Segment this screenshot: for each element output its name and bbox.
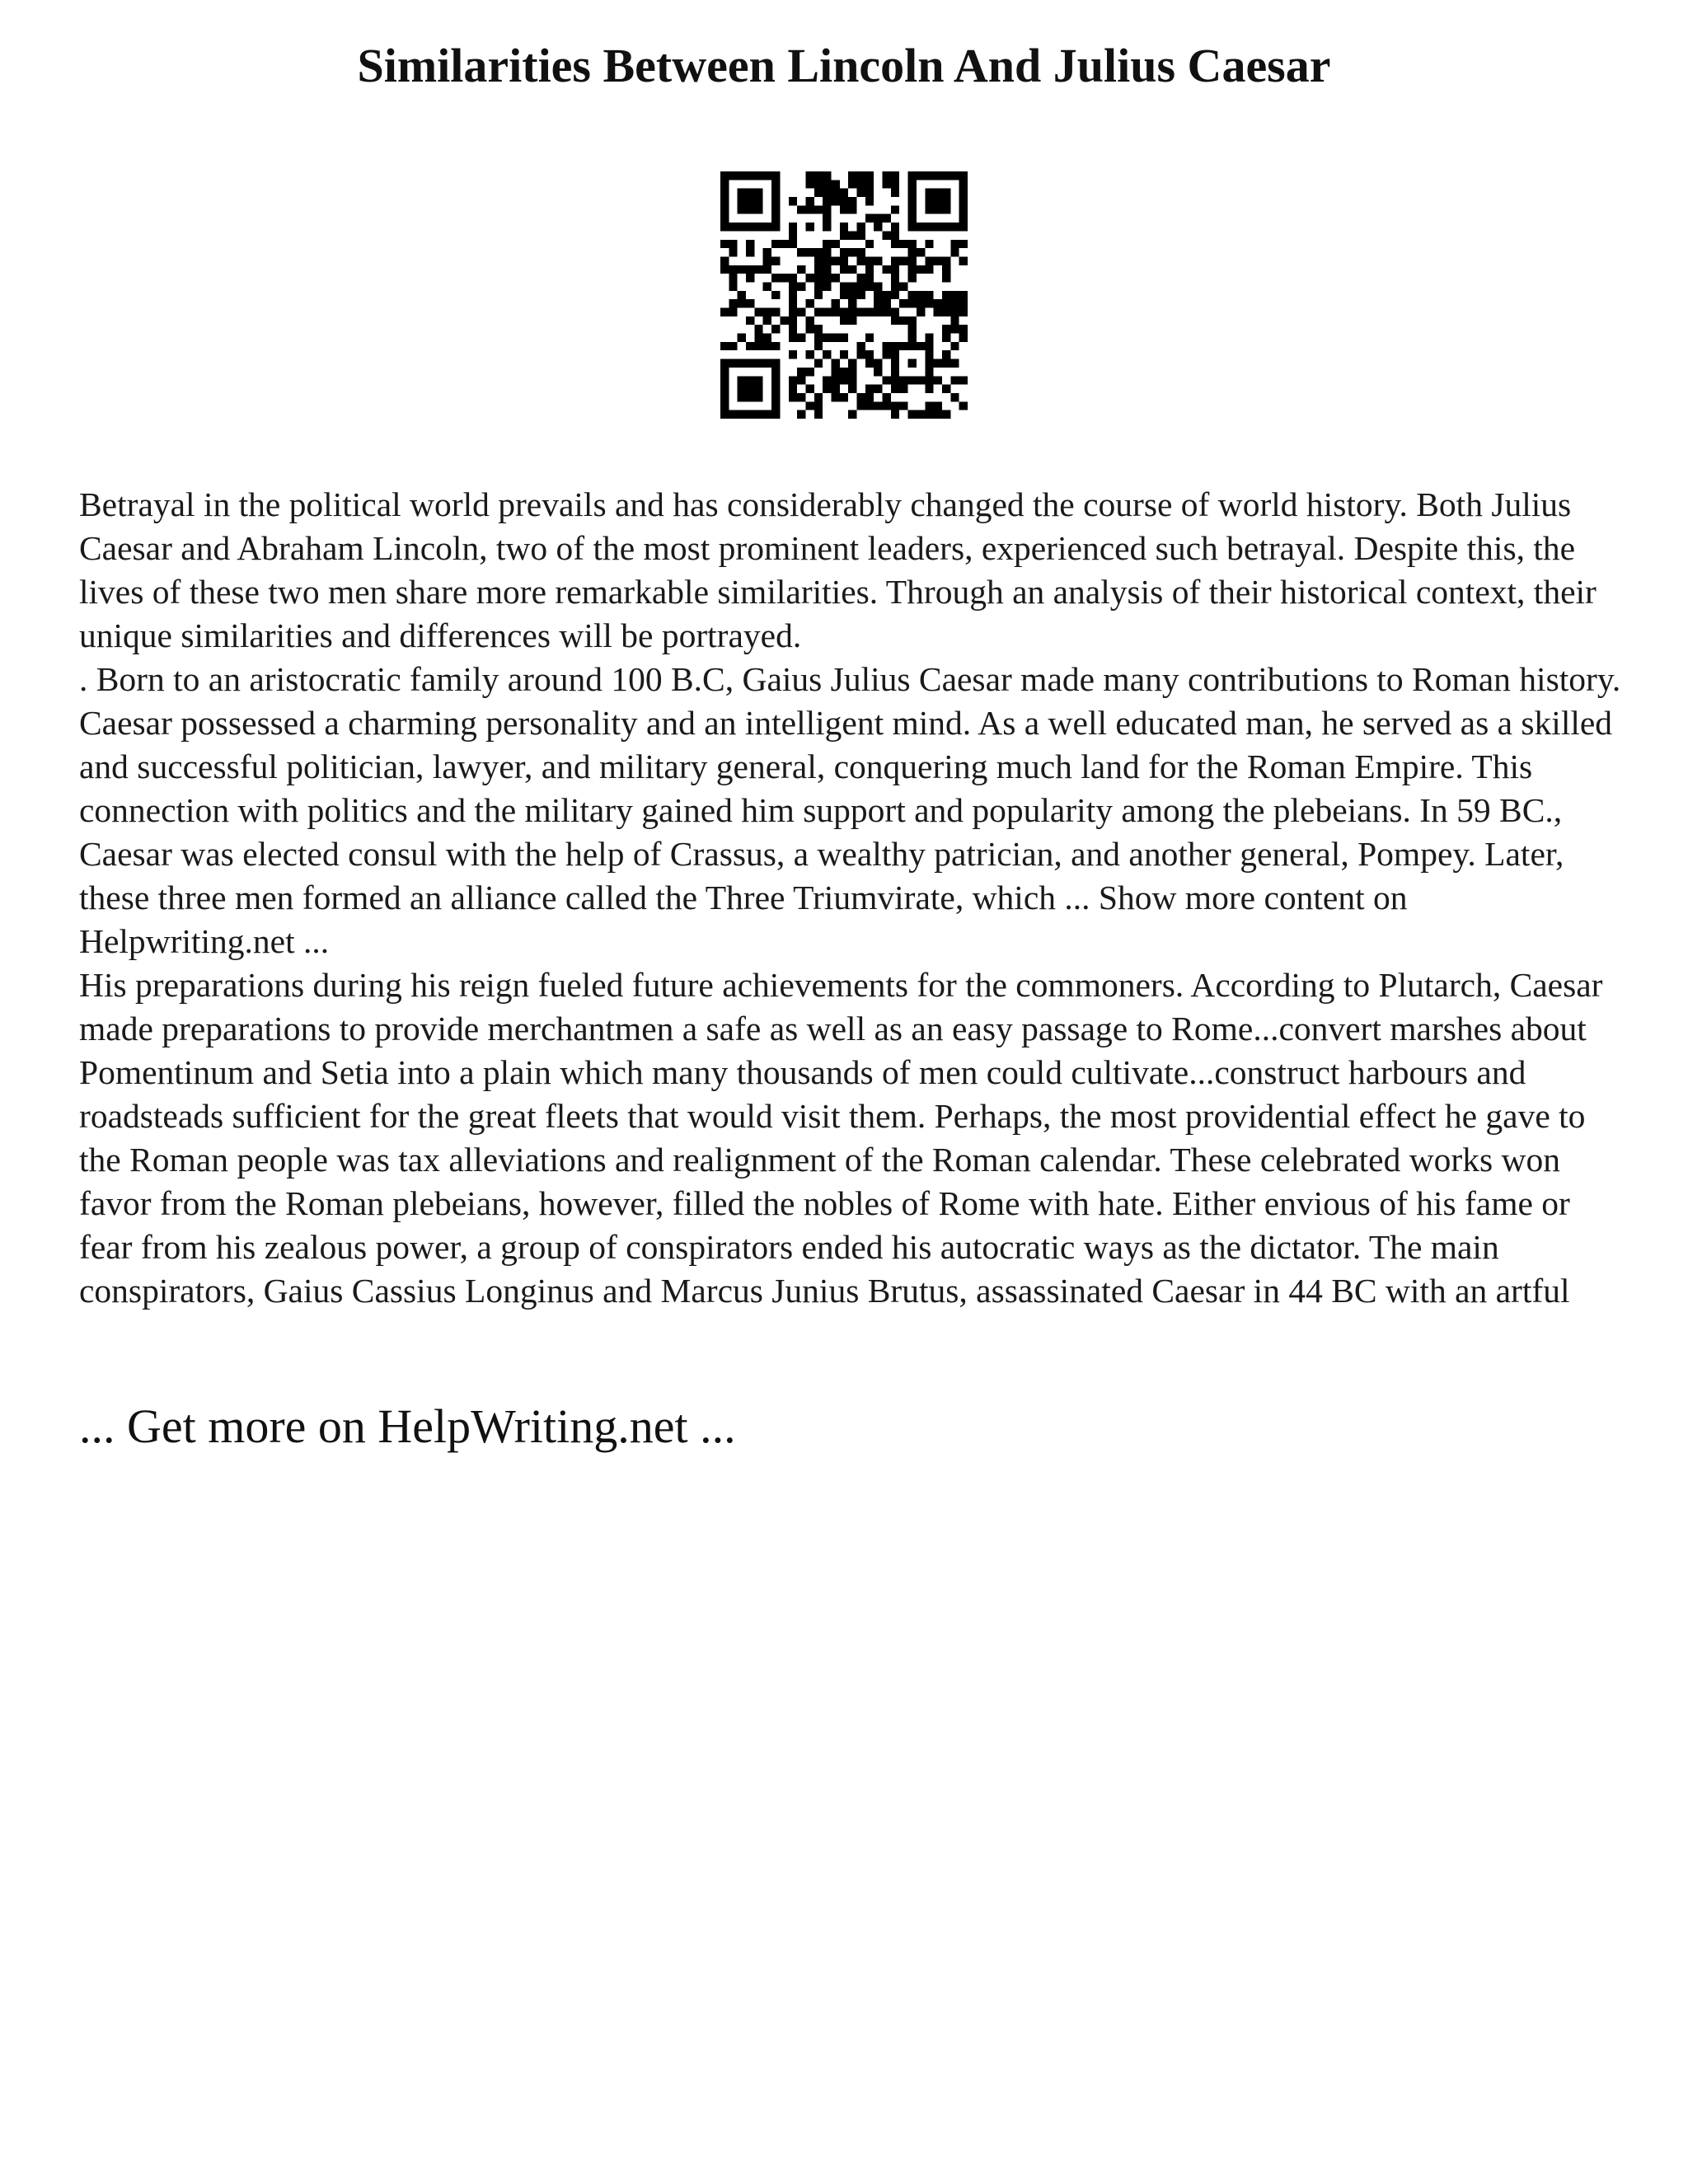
get-more-link[interactable]: ... Get more on HelpWriting.net ... [79,1399,736,1453]
article-body [79,483,1629,1313]
page-title: Similarities Between Lincoln And Julius Caesar [357,39,1331,92]
qr-code-icon [720,171,968,419]
paragraph-caesar-background: . Born to an aristocratic family around 100 B.C, Gaius Julius Caesar made many contributions to Roman history. Caesar possessed a charming personality and an intelligent mind. As a well educated man, he served as a skilled and successful politician, lawyer, and military general, conquering much land for the Roman Empire. This connection with politics and the military gained him support and popularity among the plebeians. In 59 BC., Caesar was elected consul with the help of Crassus, a wealthy patrician, and another general, Pompey. Later, these three men formed an alliance called the Three Triumvirate, which ... Show more content on Helpwriting.net ... [79,660,1621,960]
paragraph-caesar-reign: His preparations during his reign fueled future achievements for the commoners. According to Plutarch, Caesar made preparations to provide merchantmen a safe as well as an easy passage to Rome...convert marshes about Pomentinum and Setia into a plain which many thousands of men could cultivate...construct harbours and roadsteads sufficient for the great fleets that would visit them. Perhaps, the most providential effect he gave to the Roman people was tax alleviations and realignment of the Roman calendar. These celebrated works won favor from the Roman plebeians, however, filled the nobles of Rome with hate. Either envious of his fame or fear from his zealous power, a group of conspirators ended his autocratic ways as the dictator. The main conspirators, Gaius Cassius Longinus and Marcus Junius Brutus, assassinated Caesar in 44 BC with an artful [79,966,1603,1310]
paragraph-intro: Betrayal in the political world prevails and has considerably changed the course of world history. Both Julius Caesar and Abraham Lincoln, two of the most prominent leaders, experienced such betrayal. Despite this, the lives of these two men share more remarkable similarities. Through an analysis of their historical context, their unique similarities and differences will be portrayed. [79,485,1597,654]
